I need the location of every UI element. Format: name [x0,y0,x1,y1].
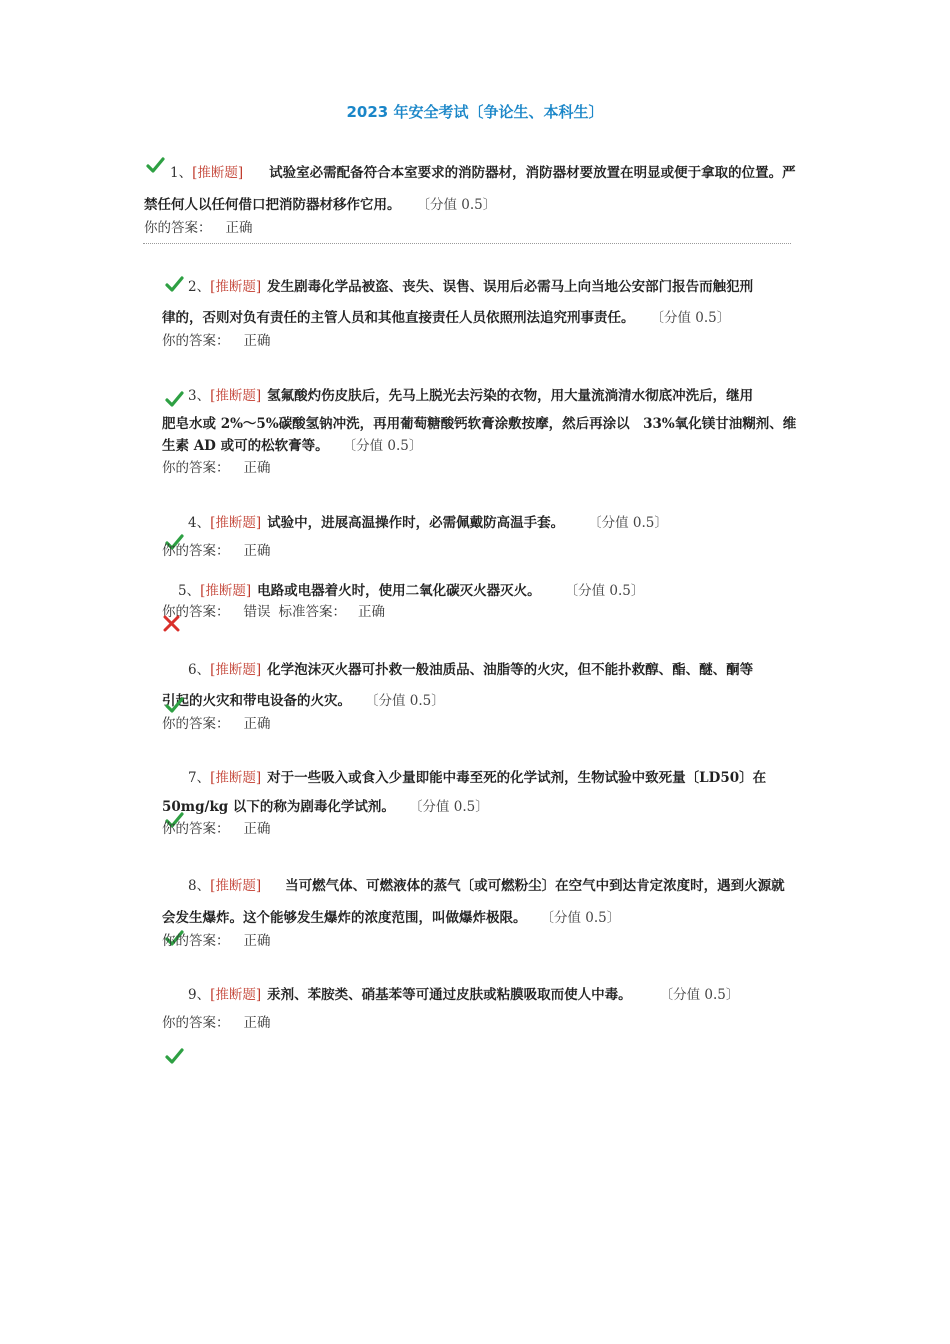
check-icon [165,391,184,408]
score-label: 〔分值 0.5〕 [650,310,731,326]
your-answer-value: 正确 [225,220,253,236]
check-icon [165,697,184,714]
your-answer-label: 你的答案： [162,821,230,837]
question-number: 4、 [188,515,211,531]
score-label: 〔分值 0.5〕 [659,987,740,1003]
your-answer-label: 你的答案： [162,543,230,559]
score-label: 〔分值 0.5〕 [365,693,445,709]
page-title: 2023 年安全考试〔争论生、本科生〕 [346,103,604,121]
question-text: 试验中，进展高温操作时，必需佩戴防高温手套。 [267,515,565,531]
question-number: 1、 [170,165,193,181]
question-type-tag: [推断题] [210,662,262,678]
question-number: 3、 [188,388,211,404]
your-answer-label: 你的答案： [162,716,230,732]
question-type-tag: [推断题] [210,279,262,295]
question-text: 氢氟酸灼伤皮肤后，先马上脱光去污染的衣物，用大量流淌清水彻底冲洗后，继用 [267,388,754,404]
question-text: 化学泡沫灭火器可扑救一般油质品、油脂等的火灾，但不能扑救醇、酯、醚、酮等 [267,662,754,678]
your-answer-label: 你的答案： [162,460,230,476]
question-text: 对于一些吸入或食入少量即能中毒至死的化学试剂，生物试验中致死量〔LD50〕在 [267,770,767,786]
your-answer-value: 正确 [243,460,271,476]
question-number: 8、 [188,878,211,894]
question-text: 律的，否则对负有责任的主管人员和其他直接责任人员依照刑法追究刑事责任。 [162,310,635,326]
question-number: 2、 [188,279,211,295]
question-type-tag: [推断题] [210,515,262,531]
question-number: 6、 [188,662,211,678]
score-label: 〔分值 0.5〕 [588,515,668,531]
question-text: 电路或电器着火时，使用二氧化碳灭火器灭火。 [257,583,541,599]
your-answer-value: 正确 [243,1015,271,1031]
question-type-tag: [推断题] [210,770,262,786]
your-answer-value: 正确 [243,543,271,559]
your-answer-label: 你的答案： [162,333,230,349]
question-text: 50mg/kg 以下的称为剧毒化学试剂。 [162,799,395,815]
question-number: 5、 [178,583,201,599]
question-text: 引起的火灾和带电设备的火灾。 [162,693,351,709]
question-text: 肥皂水或 2%～5%碳酸氢钠冲洗，再用葡萄糖酸钙软膏涂敷按摩，然后再涂以 33%氧化镁甘油糊剂、维 [162,416,797,432]
question-text: 会发生爆炸。这个能够发生爆炸的浓度范围，叫做爆炸极限。 [162,910,527,926]
question-text: 发生剧毒化学品被盗、丧失、误售、误用后必需马上向当地公安部门报告而触犯刑 [267,279,754,295]
question-type-tag: [推断题] [192,165,244,181]
score-label: 〔分值 0.5〕 [416,197,497,213]
check-icon [165,276,184,293]
question-number: 9、 [188,987,211,1003]
cross-icon [162,615,181,632]
score-label: 〔分值 0.5〕 [540,910,621,926]
your-answer-value: 正确 [243,821,271,837]
standard-answer-value: 正确 [358,604,385,620]
question-text: 汞剂、苯胺类、硝基苯等可通过皮肤或粘膜吸取而使人中毒。 [267,987,632,1003]
your-answer-label: 你的答案： [144,220,212,236]
question-text: 试验室必需配备符合本室要求的消防器材，消防器材要放置在明显或便于拿取的位置。严 [269,165,796,181]
check-icon [165,1048,184,1065]
your-answer-label: 你的答案： [162,604,230,620]
score-label: 〔分值 0.5〕 [408,799,489,815]
question-number: 7、 [188,770,211,786]
your-answer-label: 你的答案： [162,1015,230,1031]
question-type-tag: [推断题] [210,878,262,894]
your-answer-value: 正确 [243,333,271,349]
score-label: 〔分值 0.5〕 [342,438,423,454]
question-type-tag: [推断题] [200,583,252,599]
question-type-tag: [推断题] [210,987,262,1003]
question-type-tag: [推断题] [210,388,262,404]
divider [143,243,791,244]
your-answer-value: 正确 [243,933,271,949]
your-answer-label: 你的答案： [162,933,230,949]
your-answer-value: 错误 [243,604,271,620]
check-icon [146,157,165,174]
standard-answer-label: 标准答案： [278,604,346,620]
question-text: 生素 AD 或可的松软膏等。 [162,438,329,454]
question-text: 禁任何人以任何借口把消防器材移作它用。 [144,197,401,213]
question-text: 当可燃气体、可燃液体的蒸气〔或可燃粉尘〕在空气中到达肯定浓度时，遇到火源就 [285,878,785,894]
your-answer-value: 正确 [243,716,271,732]
score-label: 〔分值 0.5〕 [564,583,645,599]
